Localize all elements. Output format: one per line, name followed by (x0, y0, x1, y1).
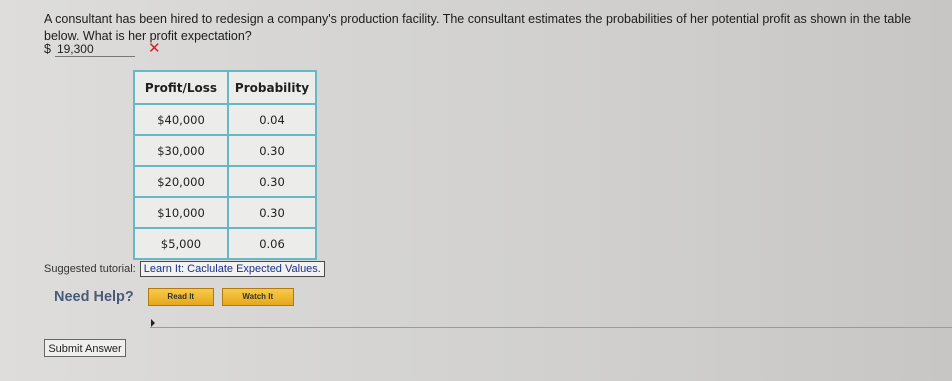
help-row (54, 288, 302, 306)
question-text: A consultant has been hired to redesign a company's production facility. The consultant estimates the probabilities of her potential profit as shown in the table below. What is her profit expectation? (44, 12, 912, 43)
table-cell-profit: $30,000 (134, 135, 228, 166)
table-row (134, 166, 316, 197)
incorrect-x-icon: ✕ (148, 40, 161, 57)
tutorial-label: Suggested tutorial: (44, 263, 136, 275)
header-probability: Probability (228, 71, 316, 104)
pointer-icon (151, 319, 155, 327)
table-row (134, 228, 316, 259)
divider (150, 327, 952, 328)
watch-it-button[interactable]: Watch It (222, 288, 294, 306)
answer-input[interactable]: 19,300 (55, 42, 135, 57)
table-cell-profit: $40,000 (134, 104, 228, 135)
tutorial-link[interactable]: Learn It: Caclulate Expected Values. (140, 261, 325, 277)
table-cell-probability: 0.30 (228, 197, 316, 228)
table-cell-probability: 0.06 (228, 228, 316, 259)
table-cell-probability: 0.30 (228, 135, 316, 166)
read-it-button[interactable]: Read It (148, 288, 214, 306)
table-row (134, 104, 316, 135)
table-cell-profit: $20,000 (134, 166, 228, 197)
need-help-label: Need Help? (54, 289, 134, 305)
table-cell-profit: $5,000 (134, 228, 228, 259)
table-row (134, 197, 316, 228)
currency-symbol: $ (44, 42, 51, 56)
answer-row (44, 40, 161, 58)
table-row (134, 135, 316, 166)
table-cell-profit: $10,000 (134, 197, 228, 228)
table-cell-probability: 0.30 (228, 166, 316, 197)
table-cell-probability: 0.04 (228, 104, 316, 135)
tutorial-row (44, 261, 325, 277)
table-header-row (134, 71, 316, 104)
submit-answer-button[interactable]: Submit Answer (44, 339, 126, 357)
profit-probability-table (133, 70, 317, 260)
header-profit-loss: Profit/Loss (134, 71, 228, 104)
